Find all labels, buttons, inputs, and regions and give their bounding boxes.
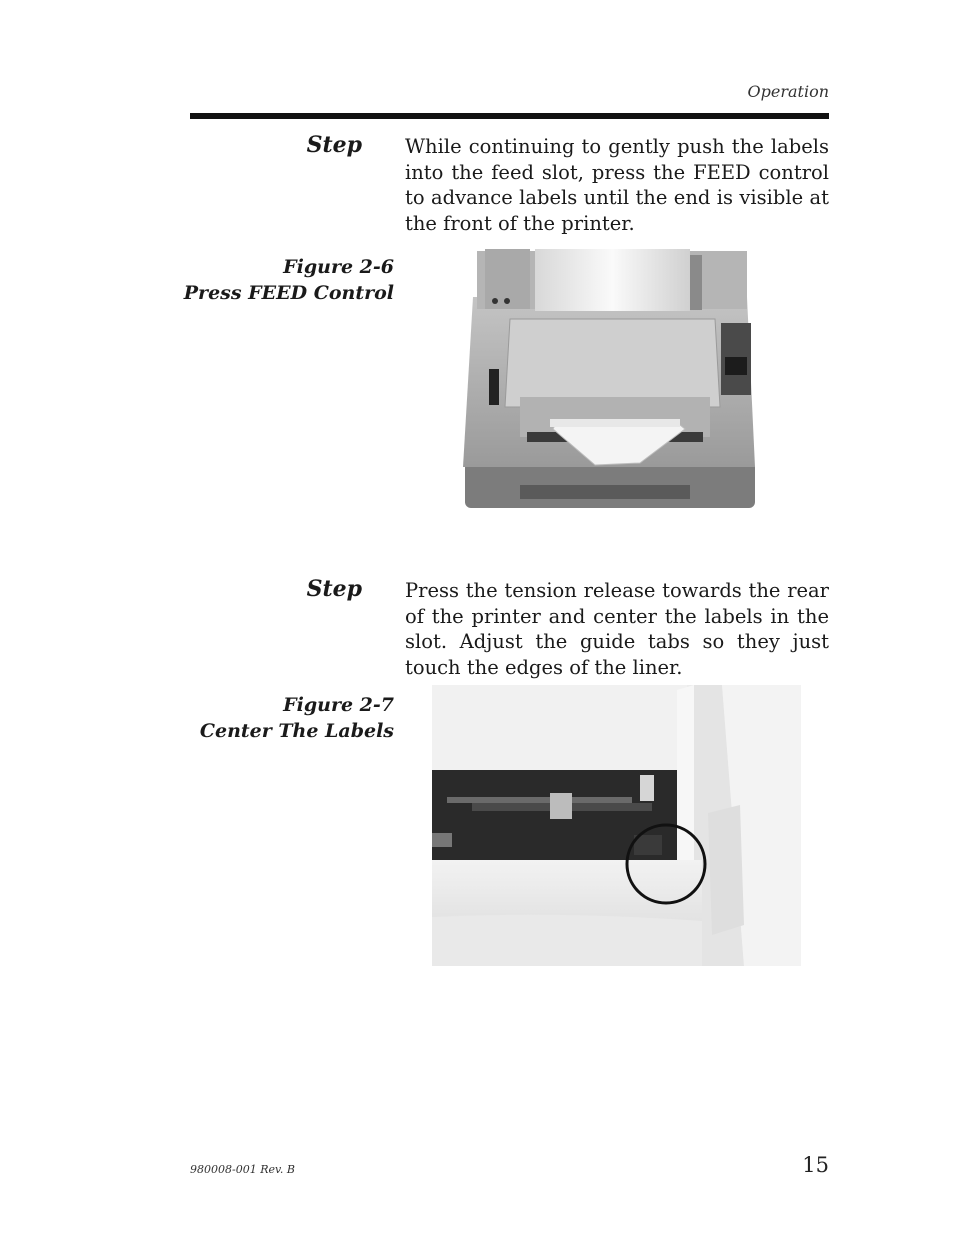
- page-number: 15: [802, 1153, 829, 1177]
- printer-photo: [455, 247, 765, 513]
- figure-title: Press FEED Control: [183, 282, 394, 304]
- figure-title: Center The Labels: [199, 720, 394, 742]
- running-header: Operation: [747, 82, 829, 101]
- document-number: 980008-001 Rev. B: [190, 1163, 295, 1176]
- figure-number: Figure 2-7: [283, 694, 394, 716]
- header-rule: [190, 113, 829, 119]
- step-label: Step: [306, 132, 362, 158]
- step-text: Press the tension release towards the rear of the printer and center the labels in the slot. Adjust the guide tabs so they just touch the edges of the liner.: [405, 579, 829, 679]
- step-text: While continuing to gently push the labels into the feed slot, press the FEED control to advance labels until the end is visible at the front of the printer.: [405, 135, 829, 235]
- figure-caption: [170, 254, 394, 306]
- figure-number: Figure 2-6: [283, 256, 394, 278]
- step-label: Step: [306, 576, 362, 602]
- figure-caption: [170, 692, 394, 744]
- label-slot-photo: [432, 685, 801, 966]
